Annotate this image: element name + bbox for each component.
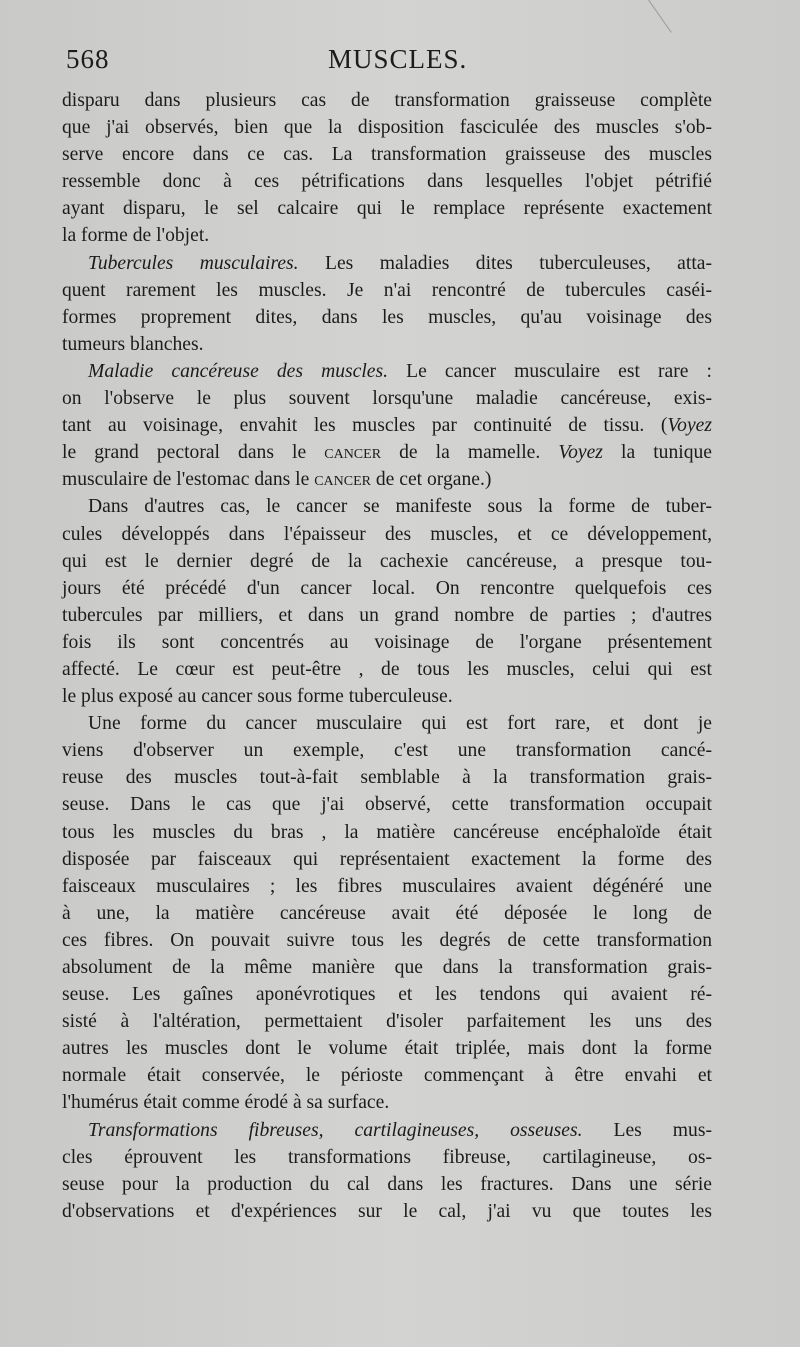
text-segment: seuse. Dans le cas que j'ai observé, cette transformation occupait: [62, 794, 712, 816]
text-segment: que j'ai observés, bien que la disposition fasciculée des muscles s'ob-: [62, 117, 712, 139]
text-segment: Dans d'autres cas, le cancer se manifeste sous la forme de tuber-: [88, 496, 712, 518]
text-line: [62, 683, 712, 710]
text-line: [62, 1008, 712, 1035]
running-title: MUSCLES.: [328, 44, 468, 74]
text-line: [62, 710, 712, 737]
text-line: [62, 1062, 712, 1089]
text-segment: affecté. Le cœur est peut-être , de tous les muscles, celui qui est: [62, 658, 712, 680]
text-line: [62, 412, 712, 439]
text-line: [62, 195, 712, 222]
text-segment: cles éprouvent les transformations fibreuse, cartilagineuse, os-: [62, 1146, 712, 1168]
text-line: [62, 819, 712, 846]
text-line: [62, 656, 712, 683]
page-header: [62, 40, 712, 84]
text-segment: disposée par faisceaux qui représentaient exactement la forme des: [62, 848, 712, 870]
italic-text: Maladie cancéreuse des muscles.: [88, 360, 389, 382]
text-line: [62, 1117, 712, 1144]
text-segment: Le cancer musculaire est rare :: [388, 360, 712, 382]
text-segment: la forme de l'objet.: [62, 225, 210, 247]
text-segment: tous les muscles du bras , la matière cancéreuse encéphaloïde était: [62, 821, 712, 843]
small-caps-text: cancer: [314, 469, 371, 491]
text-segment: cules développés dans l'épaisseur des muscles, et ce développement,: [62, 523, 712, 545]
text-segment: serve encore dans ce cas. La transformation graisseuse des muscles: [62, 144, 712, 166]
text-line: [62, 846, 712, 873]
text-line: [62, 981, 712, 1008]
text-segment: on l'observe le plus souvent lorsqu'une maladie cancéreuse, exis-: [62, 388, 712, 410]
text-segment: seuse pour la production du cal dans les fractures. Dans une série: [62, 1173, 712, 1195]
text-segment: tumeurs blanches.: [62, 333, 204, 355]
text-line: [62, 764, 712, 791]
text-segment: seuse. Les gaînes aponévrotiques et les tendons qui avaient ré-: [62, 984, 712, 1006]
text-segment: musculaire de l'estomac dans le: [62, 469, 315, 491]
text-line: [62, 277, 712, 304]
text-line: [62, 737, 712, 764]
text-line: [62, 629, 712, 656]
text-segment: fois ils sont concentrés au voisinage de l'organe présentement: [62, 631, 712, 653]
text-segment: autres les muscles dont le volume était triplée, mais dont la forme: [62, 1038, 712, 1060]
text-segment: quent rarement les muscles. Je n'ai rencontré de tubercules caséi-: [62, 279, 712, 301]
text-line: [62, 87, 712, 114]
text-line: [62, 493, 712, 520]
text-segment: sisté à l'altération, permettaient d'isoler parfaitement les uns des: [62, 1011, 712, 1033]
text-line: [62, 900, 712, 927]
text-line: [62, 385, 712, 412]
text-segment: reuse des muscles tout-à-fait semblable à la transformation grais-: [62, 767, 712, 789]
text-line: [62, 168, 712, 195]
text-segment: ressemble donc à ces pétrifications dans lesquelles l'objet pétrifié: [62, 171, 712, 193]
paper-fold-mark: [648, 0, 672, 33]
text-line: [62, 954, 712, 981]
text-line: [62, 873, 712, 900]
text-line: [62, 927, 712, 954]
text-segment: tubercules par milliers, et dans un grand nombre de parties ; d'autres: [62, 604, 712, 626]
text-line: [62, 439, 712, 466]
text-segment: jours été précédé d'un cancer local. On rencontre quelquefois ces: [62, 577, 712, 599]
text-line: [62, 1089, 712, 1116]
text-segment: absolument de la même manière que dans la transformation grais-: [62, 957, 712, 978]
text-line: [62, 222, 712, 249]
text-line: [62, 521, 712, 548]
text-segment: de cet organe.): [370, 469, 492, 491]
text-line: [62, 548, 712, 575]
italic-text: Voyez: [558, 442, 603, 464]
text-segment: disparu dans plusieurs cas de transformation graisseuse complète: [62, 90, 712, 111]
text-segment: formes proprement dites, dans les muscles, qu'au voisinage des: [62, 306, 712, 328]
text-segment: à une, la matière cancéreuse avait été déposée le long de: [62, 902, 712, 924]
text-line: [62, 466, 712, 493]
text-segment: ces fibres. On pouvait suivre tous les degrés de cette transformation: [62, 929, 712, 951]
text-segment: Les mus-: [582, 1119, 712, 1141]
italic-text: Transformations fibreuses, cartilagineuses, osseuses.: [88, 1119, 583, 1141]
text-line: [62, 575, 712, 602]
italic-text: Tubercules musculaires.: [88, 252, 299, 274]
text-segment: normale était conservée, le périoste commençant à être envahi et: [62, 1065, 712, 1087]
body-text: [62, 87, 712, 1225]
text-line: [62, 331, 712, 358]
text-segment: qui est le dernier degré de la cachexie cancéreuse, a presque tou-: [62, 550, 712, 572]
text-segment: Une forme du cancer musculaire qui est fort rare, et dont je: [88, 713, 712, 735]
text-segment: Les maladies dites tuberculeuses, atta-: [298, 252, 712, 274]
text-segment: tant au voisinage, envahit les muscles par continuité de tissu. (: [62, 415, 668, 437]
text-line: [62, 1198, 712, 1225]
text-segment: l'humérus était comme érodé à sa surface.: [62, 1092, 390, 1114]
text-segment: faisceaux musculaires ; les fibres musculaires avaient dégénéré une: [62, 875, 712, 897]
page-number: 568: [66, 44, 110, 74]
text-segment: ayant disparu, le sel calcaire qui le remplace représente exactement: [62, 198, 712, 220]
text-line: [62, 114, 712, 141]
italic-text: Voyez: [667, 415, 712, 437]
small-caps-text: cancer: [324, 442, 382, 464]
text-segment: viens d'observer un exemple, c'est une transformation cancé-: [62, 740, 712, 762]
text-segment: le grand pectoral dans le: [62, 442, 325, 464]
text-segment: de la mamelle.: [381, 442, 559, 464]
text-line: [62, 304, 712, 331]
text-line: [62, 141, 712, 168]
text-line: [62, 250, 712, 277]
text-segment: d'observations et d'expériences sur le cal, j'ai vu que toutes les: [62, 1200, 712, 1222]
text-line: [62, 358, 712, 385]
text-line: [62, 602, 712, 629]
text-line: [62, 1144, 712, 1171]
text-segment: la tunique: [602, 442, 712, 464]
text-segment: le plus exposé au cancer sous forme tuberculeuse.: [62, 686, 453, 708]
text-line: [62, 791, 712, 818]
text-line: [62, 1035, 712, 1062]
text-line: [62, 1171, 712, 1198]
